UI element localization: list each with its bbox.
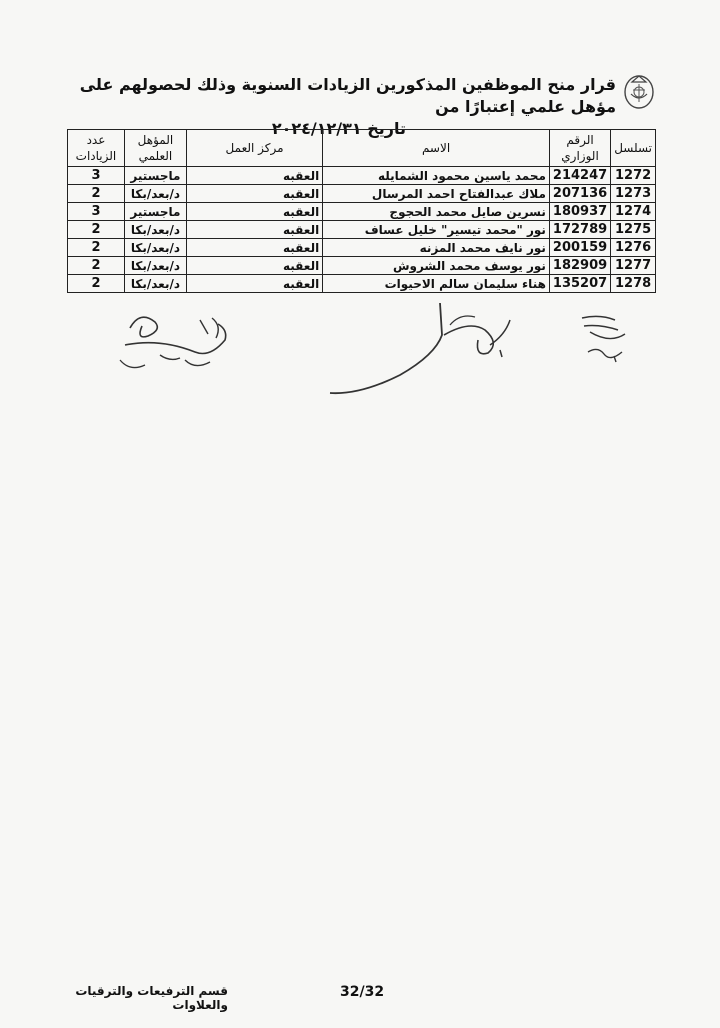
cell-center: العقبه: [186, 167, 322, 185]
page-number: 32/32: [340, 984, 385, 1000]
cell-center: العقبه: [186, 275, 322, 293]
table-row: [68, 275, 656, 293]
column-header-number: الرقم الوزاري: [549, 130, 610, 167]
table-row: [68, 221, 656, 239]
cell-qualification: د/بعد/بكا: [124, 275, 186, 293]
title-line-2: تاريخ ٢٠٢٤/١٢/٣١: [271, 119, 406, 138]
cell-name: نور "محمد تيسير" خليل عساف: [323, 221, 550, 239]
signature-left: [100, 300, 240, 380]
cell-name: محمد ياسين محمود الشمايله: [323, 167, 550, 185]
table-row: [68, 185, 656, 203]
cell-center: العقبه: [186, 257, 322, 275]
cell-count: 3: [68, 167, 125, 185]
cell-name: هناء سليمان سالم الاحيوات: [323, 275, 550, 293]
column-header-count: عدد الزيادات: [68, 130, 125, 167]
cell-name: نور نايف محمد المزنه: [323, 239, 550, 257]
table-row: [68, 239, 656, 257]
cell-serial: 1273: [611, 185, 656, 203]
cell-qualification: ماجستير: [124, 167, 186, 185]
table-row: [68, 167, 656, 185]
cell-serial: 1276: [611, 239, 656, 257]
cell-name: ملاك عبدالفتاح احمد المرسال: [323, 185, 550, 203]
cell-count: 2: [68, 275, 125, 293]
cell-name: نسرين صايل محمد الحجوج: [323, 203, 550, 221]
cell-number: 135207: [549, 275, 610, 293]
cell-number: 214247: [549, 167, 610, 185]
cell-number: 200159: [549, 239, 610, 257]
employees-table: [67, 129, 656, 293]
cell-qualification: د/بعد/بكا: [124, 185, 186, 203]
cell-serial: 1278: [611, 275, 656, 293]
department-label: قسم الترفيعات والترقيات والعلاوات: [75, 984, 228, 1012]
table-row: [68, 257, 656, 275]
cell-name: نور يوسف محمد الشروش: [323, 257, 550, 275]
table-row: [68, 203, 656, 221]
column-header-center: مركز العمل: [186, 130, 322, 167]
cell-serial: 1272: [611, 167, 656, 185]
signature-right: [570, 308, 640, 368]
cell-serial: 1275: [611, 221, 656, 239]
cell-count: 2: [68, 185, 125, 203]
cell-center: العقبه: [186, 239, 322, 257]
cell-count: 3: [68, 203, 125, 221]
cell-number: 182909: [549, 257, 610, 275]
cell-count: 2: [68, 257, 125, 275]
cell-serial: 1274: [611, 203, 656, 221]
cell-center: العقبه: [186, 185, 322, 203]
signature-middle: [310, 295, 540, 400]
cell-number: 207136: [549, 185, 610, 203]
cell-qualification: د/بعد/بكا: [124, 257, 186, 275]
cell-center: العقبه: [186, 203, 322, 221]
table-header-row: [68, 130, 656, 167]
cell-qualification: د/بعد/بكا: [124, 221, 186, 239]
cell-center: العقبه: [186, 221, 322, 239]
column-header-serial: تسلسل: [611, 130, 656, 167]
column-header-name: الاسم: [323, 130, 550, 167]
column-header-qualification: المؤهل العلمي: [124, 130, 186, 167]
cell-count: 2: [68, 221, 125, 239]
cell-qualification: د/بعد/بكا: [124, 239, 186, 257]
emblem-icon: [622, 72, 656, 110]
cell-number: 180937: [549, 203, 610, 221]
cell-serial: 1277: [611, 257, 656, 275]
cell-count: 2: [68, 239, 125, 257]
cell-qualification: ماجستير: [124, 203, 186, 221]
title-line-1: قرار منح الموظفين المذكورين الزيادات السنوية وذلك لحصولهم على مؤهل علمي إعتبارًا من: [79, 75, 616, 116]
cell-number: 172789: [549, 221, 610, 239]
